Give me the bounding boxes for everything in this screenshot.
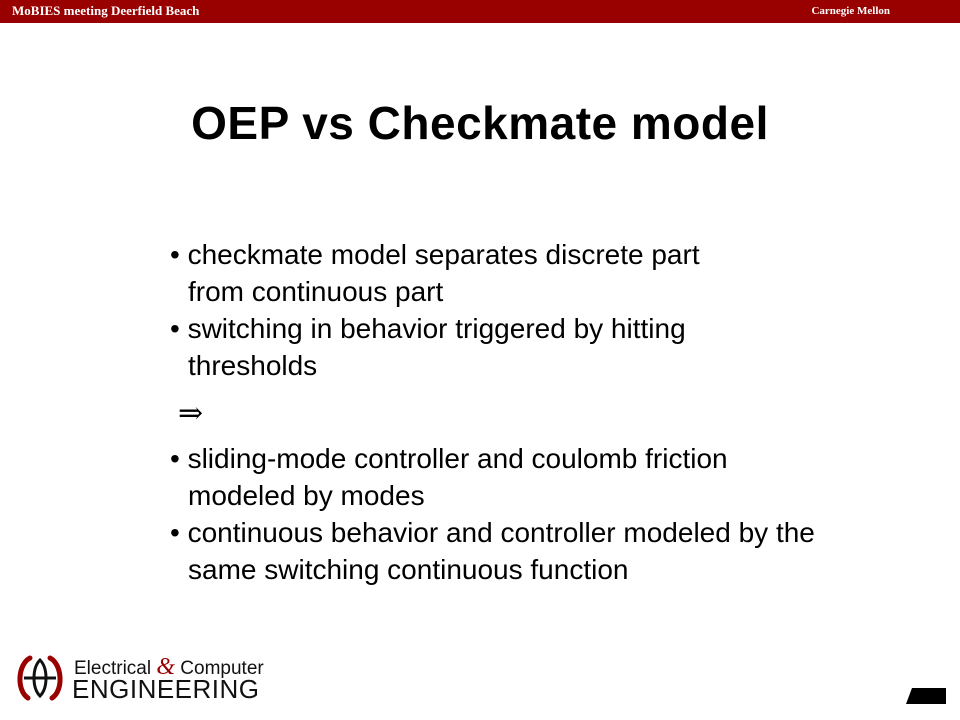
bullet-continuation: modeled by modes <box>188 480 425 511</box>
bullet-line: • sliding-mode controller and coulomb friction <box>170 443 728 474</box>
logo-ampersand: & <box>156 654 176 680</box>
bullet-item <box>170 440 930 514</box>
logo-line2: ENGINEERING <box>72 674 260 704</box>
bullet-line: • continuous behavior and controller modeled by the <box>170 517 815 548</box>
implies-arrow-icon: ⇒ <box>178 396 204 431</box>
slide-title: OEP vs Checkmate model <box>191 97 769 149</box>
bullet-item <box>170 310 930 384</box>
bullet-continuation: same switching continuous function <box>188 554 629 585</box>
logo-word-computer: Computer <box>175 658 264 679</box>
slide-body <box>170 236 930 588</box>
bullet-line: • checkmate model separates discrete part <box>170 239 700 270</box>
bullet-item <box>170 236 930 310</box>
ece-logo <box>12 652 264 704</box>
ece-logo-mark-icon <box>12 654 68 702</box>
bullet-line: • switching in behavior triggered by hitting <box>170 313 686 344</box>
header-bar <box>0 0 960 23</box>
bullet-continuation: thresholds <box>188 350 318 381</box>
header-university-label: Carnegie Mellon <box>811 5 890 17</box>
header-meeting-label: MoBIES meeting Deerfield Beach <box>12 3 200 18</box>
slide-nav-back-icon[interactable] <box>906 688 946 704</box>
bullet-continuation: from continuous part <box>188 276 444 307</box>
logo-word-electrical: Electrical <box>74 658 157 679</box>
bullet-item <box>170 514 930 588</box>
